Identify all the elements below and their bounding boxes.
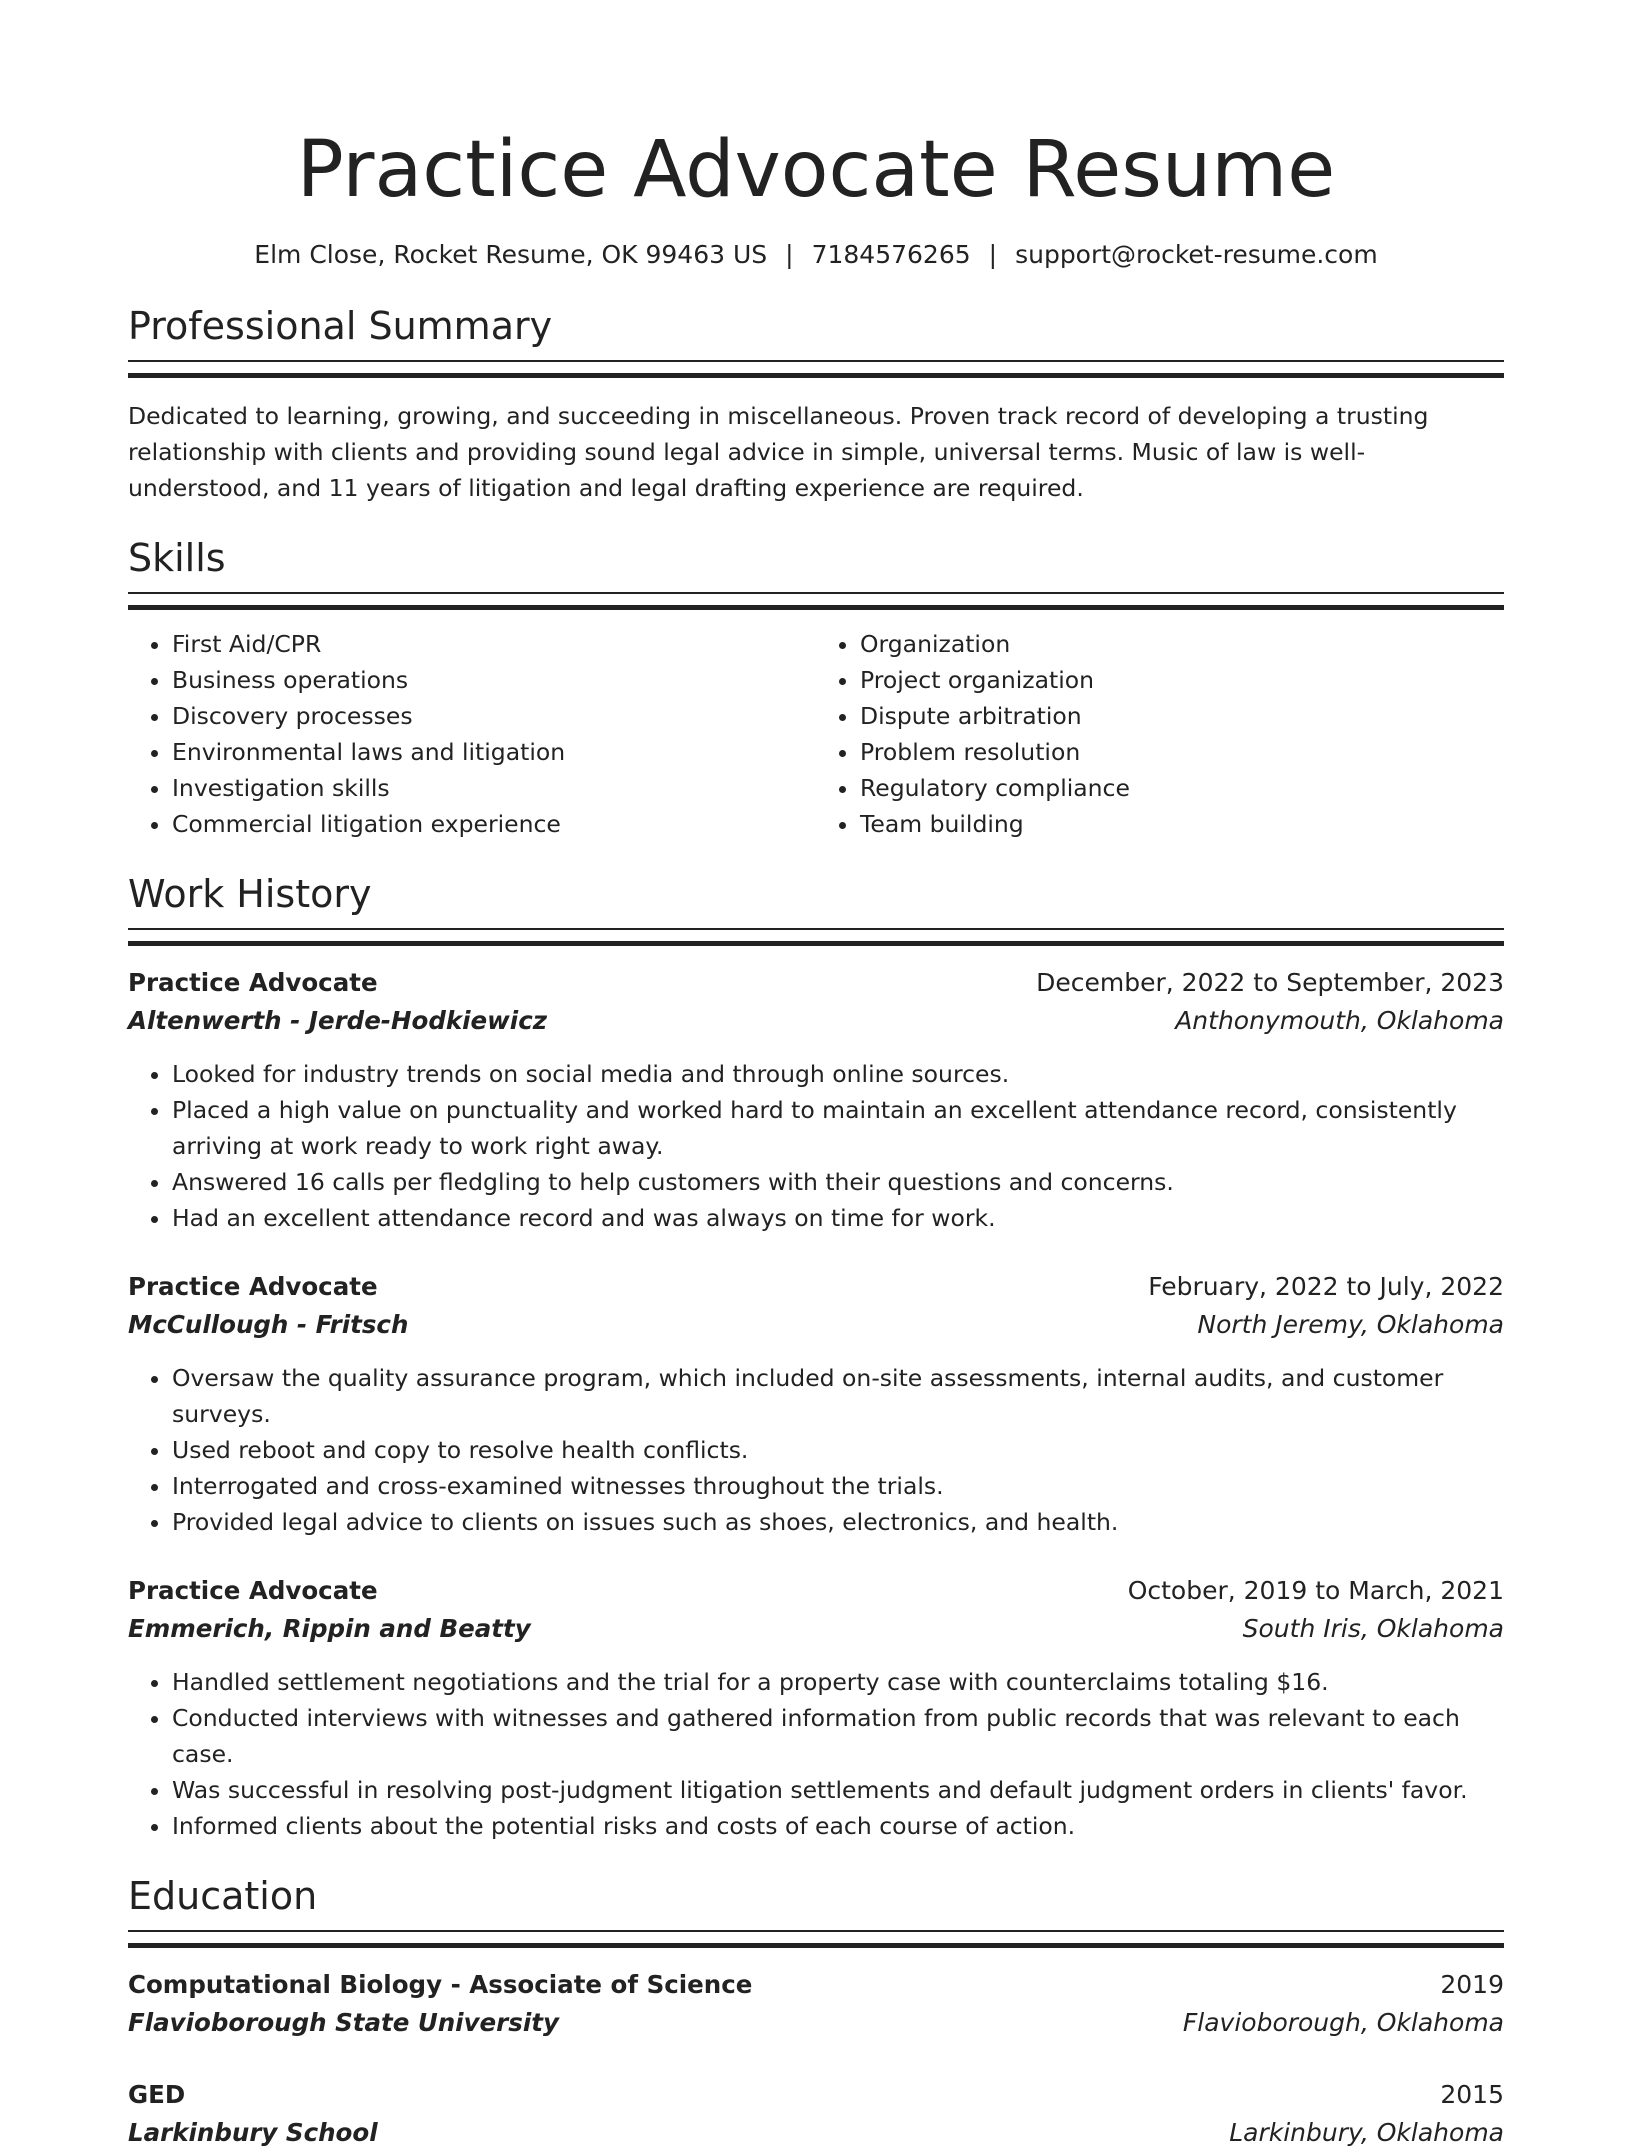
skills-columns [128,626,1504,842]
job-header-row [128,964,1504,1002]
skill-item: • Business operations [172,662,816,698]
job-dates: October, 2019 to March, 2021 [1127,1576,1504,1605]
job-company-row [128,1002,1504,1040]
job-dates: December, 2022 to September, 2023 [1036,968,1504,997]
summary-heading: Professional Summary [128,304,553,348]
job-bullet: • Placed a high value on punctuality and worked hard to maintain an excellent attendance record, consistently arriving at work ready to work right away. [172,1092,1504,1164]
job-bullet: • Provided legal advice to clients on issues such as shoes, electronics, and health. [172,1504,1504,1540]
education-entry [128,2076,1504,2152]
section-divider [128,928,1504,946]
contact-phone: 7184576265 [811,240,971,269]
education-section [128,1870,1504,2152]
skill-item: • Commercial litigation experience [172,806,816,842]
job-entry [128,1268,1504,1540]
work-heading: Work History [128,872,372,916]
education-location: Larkinbury, Oklahoma [1229,2118,1504,2147]
job-bullet: • Conducted interviews with witnesses and gathered information from public records that was relevant to each case. [172,1700,1504,1772]
contact-separator: | [988,240,998,269]
contact-separator: | [785,240,794,269]
job-dates: February, 2022 to July, 2022 [1148,1272,1504,1301]
skill-item: • Project organization [860,662,1504,698]
job-company: McCullough - Fritsch [128,1310,409,1339]
job-location: Anthonymouth, Oklahoma [1175,1006,1504,1035]
section-divider [128,360,1504,378]
summary-section [128,300,1504,506]
education-year: 2015 [1440,2080,1504,2109]
education-school: Flavioborough State University [128,2008,559,2037]
education-entry [128,1966,1504,2042]
job-bullet: • Was successful in resolving post-judgment litigation settlements and default judgment orders in clients' favor. [172,1772,1504,1808]
job-header-row [128,1572,1504,1610]
skills-heading: Skills [128,536,226,580]
job-location: South Iris, Oklahoma [1242,1614,1504,1643]
education-header-row [128,1966,1504,2004]
education-heading: Education [128,1874,318,1918]
contact-line [128,238,1504,272]
skills-section [128,532,1504,842]
education-location: Flavioborough, Oklahoma [1182,2008,1504,2037]
job-entry [128,964,1504,1236]
education-degree: Computational Biology - Associate of Science [128,1970,753,1999]
resume-page [128,0,1504,2152]
job-title: Practice Advocate [128,1272,378,1301]
education-header-row [128,2076,1504,2114]
job-bullet: • Had an excellent attendance record and was always on time for work. [172,1200,1504,1236]
job-bullets [128,1664,1504,1844]
skill-item: • Team building [860,806,1504,842]
job-company-row [128,1610,1504,1648]
skill-item: • Dispute arbitration [860,698,1504,734]
job-bullet: • Interrogated and cross-examined witnesses throughout the trials. [172,1468,1504,1504]
contact-email[interactable]: support@rocket-resume.com [1015,240,1378,269]
job-bullet: • Oversaw the quality assurance program, which included on-site assessments, internal audits, and customer surveys. [172,1360,1504,1432]
job-bullet: • Used reboot and copy to resolve health conflicts. [172,1432,1504,1468]
skill-item: • Environmental laws and litigation [172,734,816,770]
job-header-row [128,1268,1504,1306]
skill-item: • First Aid/CPR [172,626,816,662]
job-company: Altenwerth - Jerde-Hodkiewicz [128,1006,547,1035]
summary-text: Dedicated to learning, growing, and succeeding in miscellaneous. Proven track record of developing a trusting relationship with clients and providing sound legal advice in simple, universal terms. Music of law is well-understood, and 11 years of litigation and legal drafting experience are required. [128,402,1429,502]
education-school-row [128,2004,1504,2042]
job-bullets [128,1056,1504,1236]
skill-item: • Problem resolution [860,734,1504,770]
education-school: Larkinbury School [128,2118,378,2147]
section-divider [128,1930,1504,1948]
skill-item: • Discovery processes [172,698,816,734]
job-company-row [128,1306,1504,1344]
job-bullet: • Answered 16 calls per fledgling to help customers with their questions and concerns. [172,1164,1504,1200]
job-bullet: • Looked for industry trends on social media and through online sources. [172,1056,1504,1092]
resume-title: Practice Advocate Resume [296,125,1336,215]
job-bullets [128,1360,1504,1540]
skills-list-right [816,626,1504,842]
job-company: Emmerich, Rippin and Beatty [128,1614,531,1643]
job-bullet: • Handled settlement negotiations and the trial for a property case with counterclaims totaling $16. [172,1664,1504,1700]
education-school-row [128,2114,1504,2152]
skills-list-left [128,626,816,842]
contact-address: Elm Close, Rocket Resume, OK 99463 US [254,240,768,269]
section-divider [128,592,1504,610]
education-year: 2019 [1440,1970,1504,1999]
education-degree: GED [128,2080,186,2109]
skill-item: • Organization [860,626,1504,662]
job-title: Practice Advocate [128,968,378,997]
skill-item: • Regulatory compliance [860,770,1504,806]
job-entry [128,1572,1504,1844]
work-section [128,868,1504,1844]
skill-item: • Investigation skills [172,770,816,806]
job-bullet: • Informed clients about the potential risks and costs of each course of action. [172,1808,1504,1844]
job-title: Practice Advocate [128,1576,378,1605]
job-location: North Jeremy, Oklahoma [1197,1310,1504,1339]
